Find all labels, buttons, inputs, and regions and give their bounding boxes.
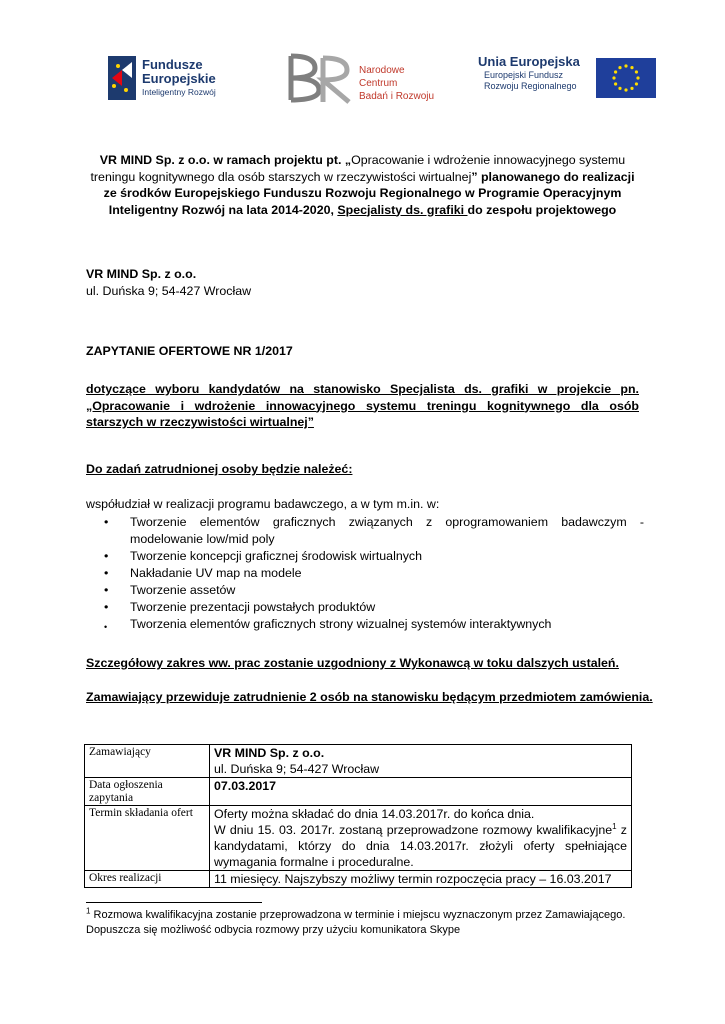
intro-bold-mid: ” planowanego do realizacji ze środków Europejskiego Funduszu Rozwoju Regionalnego w Programie Operacyjnym Inteligentny Rozwój na lata 2014-2020, — [103, 169, 635, 217]
table-row — [85, 745, 632, 778]
header-logos — [0, 48, 725, 108]
intro-project-title: Opracowanie i wdrożenie innowacyjnego systemu treningu kognitywnego dla osób starszych w rzeczywistości wirtualnej — [90, 153, 626, 184]
hiring-note: Zamawiający przewiduje zatrudnienie 2 osób na stanowisku będącym przedmiotem zamówienia. — [86, 690, 653, 704]
fe-line3: Inteligentny Rozwój — [142, 87, 216, 97]
table-row — [85, 778, 632, 806]
fundusze-europejskie-mark-icon — [108, 56, 136, 100]
ue-line3: Rozwoju Regionalnego — [484, 81, 577, 91]
ncbr-line1: Narodowe Centrum — [359, 65, 405, 89]
list-item — [104, 599, 644, 616]
interview-text-b: z kandydatami, którzy do dnia 14.03.2017r. złożyli oferty spełniające wymagania formalne i proceduralne. — [214, 823, 627, 869]
fe-line1: Fundusze — [142, 57, 203, 72]
bullet-icon: • — [104, 566, 109, 580]
ue-line2: Europejski Fundusz — [484, 70, 564, 80]
footnote-mark: 1 — [86, 906, 91, 916]
interview-text-a: W dniu 15. 03. 2017r. zostaną przeprowadzone rozmowy kwalifikacyjne — [214, 823, 613, 837]
table-cell-label: Termin składania ofert — [85, 806, 210, 871]
eu-flag-icon — [596, 58, 656, 98]
table-cell-label: Okres realizacji — [85, 871, 210, 888]
ncbr-br-mark-icon — [285, 50, 355, 106]
table-row — [85, 871, 632, 888]
ncbr-line2: Badań i Rozwoju — [359, 91, 435, 102]
list-item — [104, 565, 644, 582]
duties-list — [104, 514, 644, 633]
list-item-text: Nakładanie UV map na modele — [130, 566, 302, 580]
footnote-text: Rozmowa kwalifikacyjna zostanie przeprowadzona w terminie i miejscu wyznaczonym przez Zamawiającego. Dopuszcza się możliwość odbycia rozmowy przy użyciu komunikatora Skype — [86, 909, 626, 936]
company-address — [86, 266, 251, 299]
info-table — [84, 744, 632, 888]
ncbr-logo — [285, 50, 445, 106]
ue-text — [478, 54, 580, 92]
table-cell-value: 07.03.2017 — [210, 778, 632, 806]
list-item — [104, 616, 644, 633]
list-item-text: Tworzenie koncepcji graficznej środowisk wirtualnych — [130, 549, 422, 563]
fundusze-europejskie-text — [142, 58, 216, 98]
duties-heading: Do zadań zatrudnionej osoby będzie należeć: — [86, 462, 353, 476]
table-company: VR MIND Sp. z o.o. — [214, 746, 325, 760]
list-item-text: Tworzenie prezentacji powstałych produktów — [130, 600, 376, 614]
table-cell-label: Zamawiający — [85, 745, 210, 778]
footnote — [86, 908, 646, 938]
footnote-divider — [86, 902, 262, 903]
table-row — [85, 806, 632, 871]
table-cell-value: 11 miesięcy. Najszybszy możliwy termin rozpoczęcia pracy – 16.03.2017 — [210, 871, 632, 888]
ue-line1: Unia Europejska — [478, 54, 580, 69]
list-item-text: Tworzenie assetów — [130, 583, 236, 597]
address-company: VR MIND Sp. z o.o. — [86, 267, 197, 281]
intro-position: Specjalisty ds. grafiki — [337, 202, 468, 217]
fe-line2: Europejskie — [142, 71, 216, 86]
list-item — [104, 582, 644, 599]
bullet-icon: • — [104, 600, 109, 614]
address-street: ul. Duńska 9; 54-427 Wrocław — [86, 283, 252, 298]
list-item — [104, 548, 644, 565]
intro-paragraph — [90, 152, 635, 218]
unia-europejska-logo — [478, 54, 658, 100]
bullet-icon: • — [104, 583, 109, 597]
document-title: ZAPYTANIE OFERTOWE NR 1/2017 — [86, 344, 293, 358]
intro-bold-end: do zespołu projektowego — [467, 202, 617, 217]
table-cell-value — [210, 745, 632, 778]
bullet-icon: • — [104, 549, 109, 563]
scope-note: Szczegółowy zakres ww. prac zostanie uzgodniony z Wykonawcą w toku dalszych ustaleń. — [86, 656, 619, 670]
table-offer-deadline: Oferty można składać do dnia 14.03.2017r. do końca dnia. — [214, 807, 535, 821]
fundusze-europejskie-logo — [108, 56, 233, 104]
bullet-icon: • — [104, 515, 109, 529]
footnote-ref[interactable]: 1 — [612, 821, 617, 831]
bullet-icon: • — [104, 622, 108, 632]
intro-bold-start: VR MIND Sp. z o.o. w ramach projektu pt. „ — [99, 153, 352, 167]
table-cell-label: Data ogłoszenia zapytania — [85, 778, 210, 806]
duties-intro: współudział w realizacji programu badawczego, a w tym m.in. w: — [86, 497, 440, 511]
table-interview-info — [214, 822, 627, 870]
list-item-text: Tworzenie elementów graficznych związanych z oprogramowaniem badawczym - modelowanie low/mid poly — [130, 515, 644, 546]
list-item — [104, 514, 644, 548]
document-subject: dotyczące wyboru kandydatów na stanowisko Specjalista ds. grafiki w projekcie pn. „Opracowanie i wdrożenie innowacyjnego systemu treningu kognitywnego dla osób starszych w rzeczywistości wirtualnej” — [86, 382, 639, 429]
ncbr-text — [359, 64, 445, 103]
list-item-text: Tworzenia elementów graficznych strony wizualnej systemów interaktywnych — [130, 617, 552, 631]
table-address: ul. Duńska 9; 54-427 Wrocław — [214, 762, 380, 776]
table-cell-value — [210, 806, 632, 871]
